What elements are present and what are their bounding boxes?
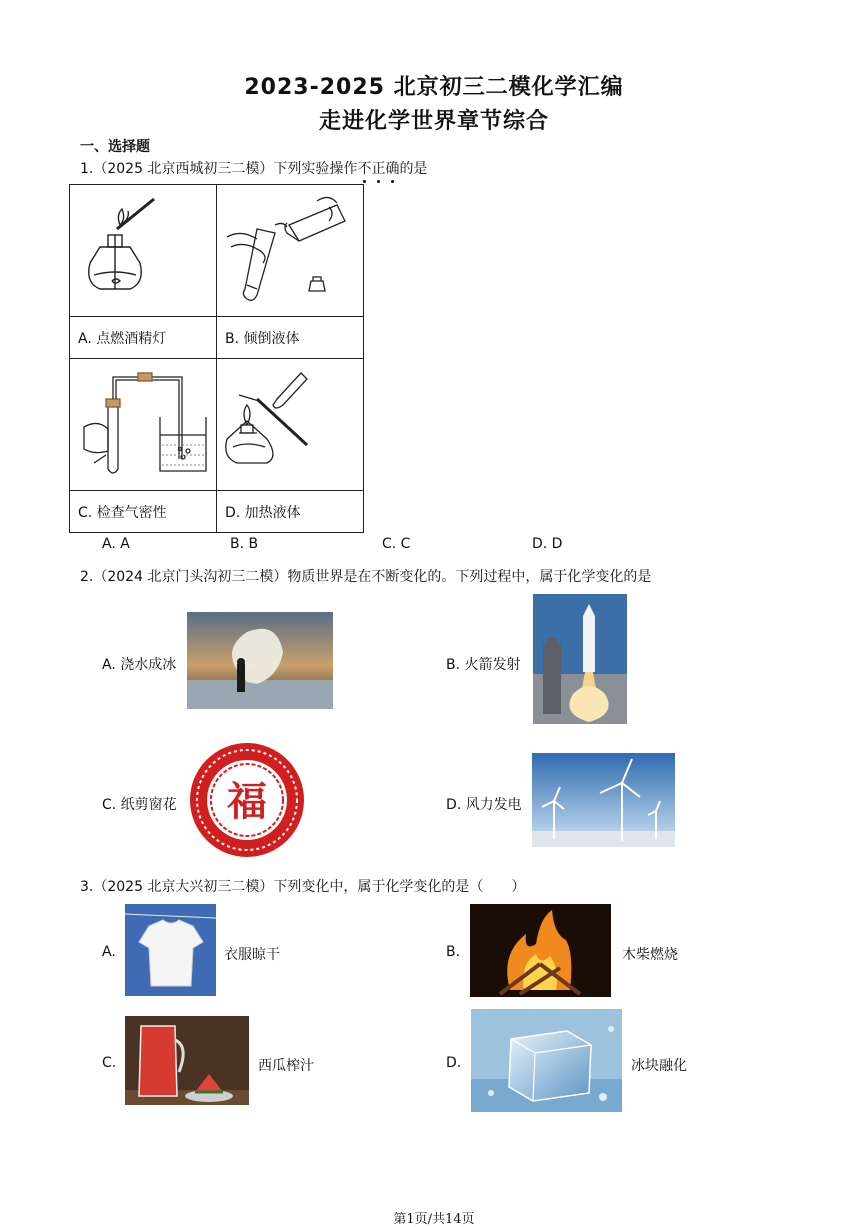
question-1-stem-prefix: 1.（2025 北京西城初三二模）下列实验操作: [80, 161, 358, 177]
document-title-line1: 2023-2025 北京初三二模化学汇编: [244, 75, 624, 100]
figure-label-d: D. 加热液体: [217, 491, 364, 533]
q1-option-a[interactable]: A. A: [102, 536, 130, 552]
airtightness-check-icon: [70, 359, 216, 490]
q3-label-a: 衣服晾干: [224, 947, 280, 963]
q2-option-b[interactable]: B. 火箭发射: [446, 657, 521, 673]
q3-label-b: 木柴燃烧: [622, 947, 678, 963]
question-1-stem: [80, 158, 427, 178]
emphasis-char: 不: [357, 161, 371, 177]
question-3-stem: 3.（2025 北京大兴初三二模）下列变化中，属于化学变化的是（ ）: [80, 879, 526, 895]
q1-option-d[interactable]: D. D: [532, 536, 563, 552]
q1-option-b[interactable]: B. B: [230, 536, 259, 552]
figure-label-c: C. 检查气密性: [70, 491, 217, 533]
q2-option-d[interactable]: D. 风力发电: [446, 797, 522, 813]
page-footer: 第1页/共14页: [393, 1212, 475, 1227]
alcohol-lamp-lighting-icon: [70, 185, 216, 316]
figure-cell-b: [217, 185, 364, 317]
figure-cell-c: [70, 359, 217, 491]
q2-option-a[interactable]: A. 浇水成冰: [102, 657, 177, 673]
ice-splash-photo: [187, 612, 333, 709]
ice-cube-melting-photo: [471, 1009, 622, 1112]
heating-liquid-icon: [217, 359, 363, 490]
q3-option-a-letter[interactable]: A.: [102, 944, 116, 960]
figure-cell-d: [217, 359, 364, 491]
figure-cell-a: [70, 185, 217, 317]
window-flower-character: 福: [227, 779, 267, 825]
question-2-stem: 2.（2024 北京门头沟初三二模）物质世界是在不断变化的。下列过程中，属于化学变化的是: [80, 569, 652, 585]
question-1-figure-table: [69, 184, 364, 533]
q3-option-b-letter[interactable]: B.: [446, 944, 461, 960]
question-1-stem-suffix: 的是: [399, 161, 428, 177]
tshirt-drying-photo: [125, 904, 216, 996]
q3-option-c-letter[interactable]: C.: [102, 1055, 117, 1071]
emphasis-char: 正: [371, 161, 385, 177]
q1-option-c[interactable]: C. C: [382, 536, 411, 552]
pouring-liquid-icon: [217, 185, 363, 316]
emphasis-char: 确: [385, 161, 399, 177]
rocket-launch-photo: [533, 594, 627, 724]
firewood-burning-photo: [470, 904, 611, 997]
section-heading: 一、选择题: [80, 139, 150, 155]
wind-turbine-photo: [532, 753, 675, 847]
figure-label-a: A. 点燃酒精灯: [70, 317, 217, 359]
q3-option-d-letter[interactable]: D.: [446, 1055, 462, 1071]
q3-label-d: 冰块融化: [631, 1058, 687, 1074]
paper-cut-window-flower-photo: [188, 741, 306, 859]
figure-label-b: B. 倾倒液体: [217, 317, 364, 359]
watermelon-juice-photo: [125, 1016, 249, 1105]
document-title-line2: 走进化学世界章节综合: [318, 109, 549, 134]
q3-label-c: 西瓜榨汁: [258, 1058, 314, 1074]
q2-option-c[interactable]: C. 纸剪窗花: [102, 797, 177, 813]
